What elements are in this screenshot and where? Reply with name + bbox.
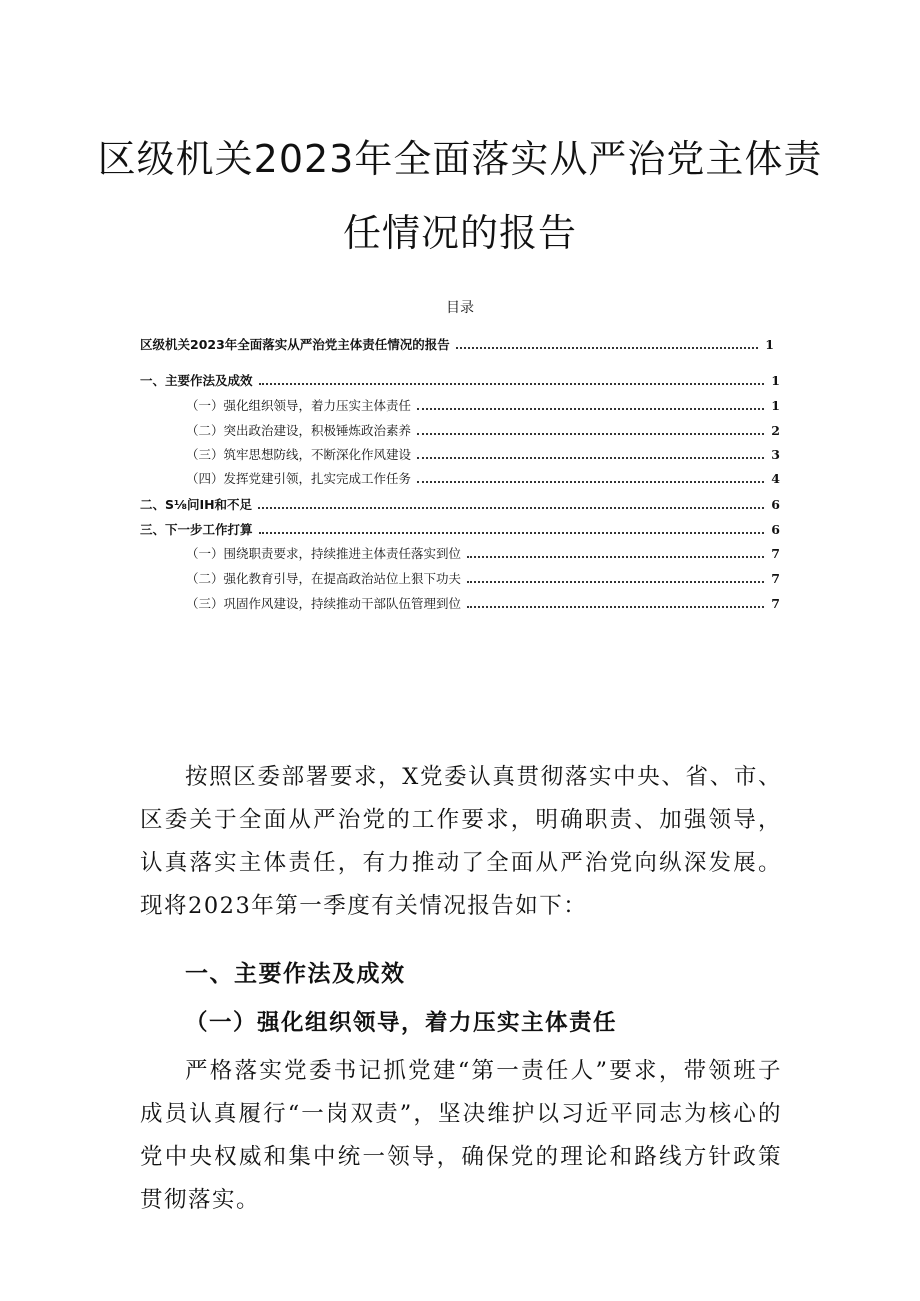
toc-entry[interactable] [186,467,780,487]
toc-leader-dots [259,383,764,385]
toc-entry[interactable] [186,443,780,463]
body-paragraph-1: 严格落实党委书记抓党建“第一责任人”要求，带领班子成员认真履行“一岗双责”，坚决维护以习近平同志为核心的党中央权威和集中统一领导，确保党的理论和路线方针政策贯彻落实。 [140,1058,782,1213]
toc-entry-text: （二）突出政治建设，积极锤炼政治素养 [186,423,412,438]
toc-leader-dots [456,347,758,349]
toc-entry-page: 1 [765,337,774,352]
toc-entry[interactable] [140,333,774,353]
toc-entry-page: 4 [771,471,780,486]
toc-entry[interactable] [186,394,780,414]
toc-entry[interactable] [186,567,780,587]
toc-entry-page: 1 [771,373,780,388]
toc-leader-dots [258,507,764,509]
toc-entry[interactable] [140,518,780,538]
toc-entry-text: （四）发挥党建引领，扎实完成工作任务 [186,471,412,486]
toc-entry[interactable] [140,493,780,513]
section-heading-1: 一、主要作法及成效 [185,961,406,987]
toc-leader-dots [417,457,764,459]
subsection-heading-1: （一）强化组织领导，着力压实主体责任 [185,1010,618,1036]
toc-entry[interactable] [186,419,780,439]
toc-entry-text: （三）筑牢思想防线，不断深化作风建设 [186,447,412,462]
toc-entry-page: 7 [771,596,780,611]
toc-leader-dots [417,481,764,483]
toc-entry-page: 6 [771,497,780,512]
document-title-line-1: 区级机关2023年全面落实从严治党主体责 [97,137,823,181]
toc-entry-text: （二）强化教育引导，在提高政治站位上狠下功夫 [186,571,462,586]
table-of-contents [0,0,920,620]
toc-leader-dots [417,408,764,410]
toc-heading: 目录 [446,300,474,316]
toc-entry-text: （三）巩固作风建设，持续推动干部队伍管理到位 [186,596,462,611]
toc-entry-page: 2 [771,423,780,438]
toc-entry-page: 7 [771,571,780,586]
toc-entry-text: 三、下一步工作打算 [140,522,253,537]
toc-leader-dots [467,556,764,558]
toc-entry[interactable] [140,369,780,389]
document-title-line-2: 任情况的报告 [342,211,577,255]
toc-entry[interactable] [186,592,780,612]
toc-entry-text: （一）强化组织领导，着力压实主体责任 [186,398,412,413]
toc-entry-page: 7 [771,546,780,561]
intro-paragraph: 按照区委部署要求，X党委认真贯彻落实中央、省、市、区委关于全面从严治党的工作要求，明确职责、加强领导，认真落实主体责任，有力推动了全面从严治党向纵深发展。现将2023年第一季度有关情况报告如下： [140,764,782,919]
toc-entry-text: （一）围绕职责要求，持续推进主体责任落实到位 [186,546,462,561]
toc-entry[interactable] [186,542,780,562]
toc-leader-dots [417,433,764,435]
toc-entry-page: 1 [771,398,780,413]
toc-entry-page: 6 [771,522,780,537]
toc-entry-text: 区级机关2023年全面落实从严治党主体责任情况的报告 [140,337,450,352]
toc-entry-page: 3 [771,447,780,462]
toc-leader-dots [467,606,764,608]
toc-entry-text: 一、主要作法及成效 [140,373,253,388]
toc-entry-text: 二、S⅛问IH和不足 [140,497,253,512]
toc-leader-dots [259,532,764,534]
toc-leader-dots [467,581,764,583]
